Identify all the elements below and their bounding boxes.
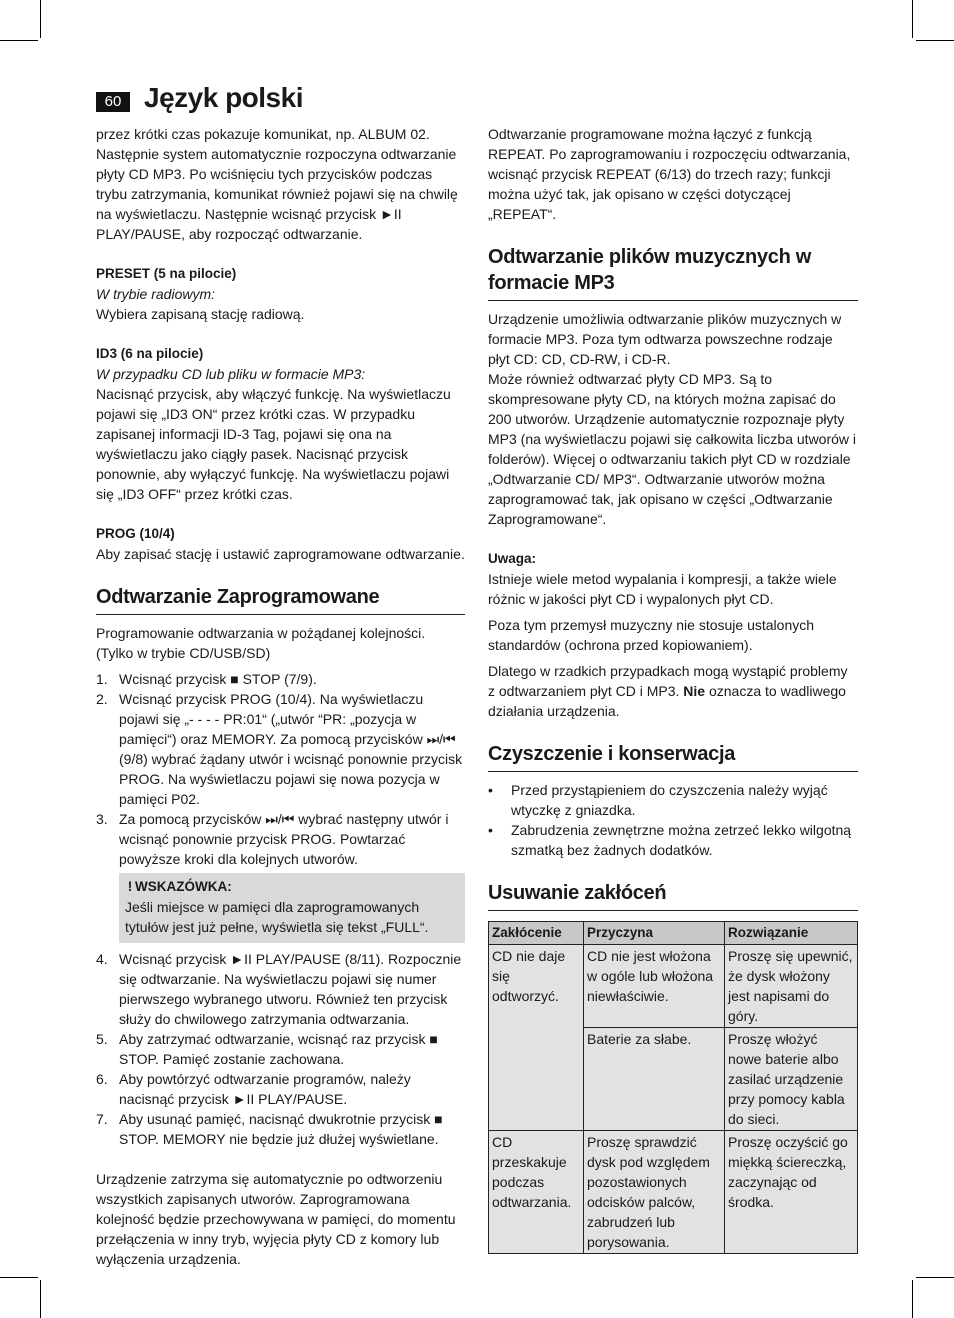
note-title: WSKAZÓWKA: bbox=[135, 879, 232, 894]
page-number: 60 bbox=[96, 92, 130, 112]
list-item bbox=[96, 689, 465, 809]
crop-mark bbox=[40, 0, 41, 38]
table-cell: Proszę sprawdzić dysk pod względem pozostawionych odcisków palców, zabrudzeń lub porysowania. bbox=[584, 1131, 725, 1254]
bullet-icon: • bbox=[488, 822, 493, 838]
prog-text: Aby zapisać stację i ustawić zaprogramowane odtwarzanie. bbox=[96, 546, 465, 562]
section-heading-cleaning: Czyszczenie i konserwacja bbox=[488, 741, 858, 772]
uwaga-paragraph-2: Poza tym przemysł muzyczny nie stosuje ustalonych standardów (ochrona przed kopiowaniem). bbox=[488, 617, 815, 653]
list-item bbox=[488, 820, 858, 860]
prog-heading: PROG (10/4) bbox=[96, 526, 175, 541]
closing-paragraph: Urządzenie zatrzyma się automatycznie po odtworzeniu wszystkich zapisanych utworów. Zaprogramowana kolejność będzie przechowywana w pamięci, do momentu przełączenia w inny tryb, wyjęcia płyty CD z komory lub wyłączenia urządzenia. bbox=[96, 1171, 456, 1267]
section-heading-mp3: Odtwarzanie plików muzycznych w formacie MP3 bbox=[488, 244, 858, 301]
section-intro: Programowanie odtwarzania w pożądanej kolejności. (Tylko w trybie CD/USB/SD) bbox=[96, 625, 426, 661]
uwaga-text-post: oznacza to wadliwego działania urządzenia. bbox=[488, 683, 846, 719]
preset-mode: W trybie radiowym: bbox=[96, 286, 216, 302]
right-column bbox=[488, 124, 858, 1254]
crop-mark bbox=[916, 1277, 954, 1278]
crop-mark bbox=[912, 0, 913, 38]
list-item bbox=[96, 669, 465, 689]
crop-mark bbox=[912, 1280, 913, 1318]
bullet-text: Zabrudzenia zewnętrzne można zetrzeć lekko wilgotną szmatką bez żadnych dodatków. bbox=[511, 822, 852, 858]
step-number: 4. bbox=[96, 951, 108, 967]
table-cell: Proszę się upewnić, że dysk włożony jest napisami do góry. bbox=[725, 945, 858, 1028]
step-number: 1. bbox=[96, 671, 108, 687]
id3-heading: ID3 (6 na pilocie) bbox=[96, 346, 204, 361]
note-text: Jeśli miejsce w pamięci dla zaprogramowanych tytułów jest już pełne, wyświetla się tekst „FULL“. bbox=[125, 899, 429, 935]
repeat-paragraph: Odtwarzanie programowane można łączyć z funkcją REPEAT. Po zaprogramowaniu i rozpoczęciu odtwarzania, wcisnąć przycisk REPEAT (6/13) do trzech razy; funkcji można użyć tak, jak opisano w części dotyczącej „REPEAT“. bbox=[488, 126, 851, 222]
troubleshooting-table bbox=[488, 921, 858, 1254]
table-cell: CD nie daje się odtworzyć. bbox=[489, 945, 584, 1131]
uwaga-paragraph-3 bbox=[488, 661, 858, 721]
uwaga-paragraph-1: Istnieje wiele metod wypalania i kompresji, a także wiele różnic w jakości płyt CD i wypalonych płyt CD. bbox=[488, 571, 837, 607]
list-item bbox=[96, 1109, 465, 1149]
note-box bbox=[119, 873, 465, 943]
step-text: Aby usunąć pamięć, nacisnąć dwukrotnie przycisk ■ STOP. MEMORY nie będzie już dłużej wyświetlane. bbox=[119, 1111, 443, 1147]
list-item bbox=[488, 780, 858, 820]
crop-mark bbox=[916, 40, 954, 41]
preset-heading: PRESET (5 na pilocie) bbox=[96, 266, 237, 281]
list-item bbox=[96, 949, 465, 1029]
column-header: Zakłócenie bbox=[489, 922, 584, 945]
step-number: 5. bbox=[96, 1031, 108, 1047]
id3-mode: W przypadku CD lub pliku w formacie MP3: bbox=[96, 366, 366, 382]
table-row bbox=[489, 945, 858, 1028]
table-row bbox=[489, 1131, 858, 1254]
step-text: Aby zatrzymać odtwarzanie, wcisnąć raz przycisk ■ STOP. Pamięć zostanie zachowana. bbox=[119, 1031, 438, 1067]
mp3-paragraph-2: Może również odtwarzać płyty CD MP3. Są to skompresowane płyty CD, na których można zapisać do 200 utworów. Urządzenie automatycznie rozpoznaje płyty MP3 (na wyświetlaczu pojawi się całkowita liczba utworów i folderów). Więcej o odtwarzaniu takich płyt CD w rozdziale „Odtwarzanie CD/ MP3“. Odtwarzanie utworów można zaprogramować tak, jak opisano w części „Odtwarzanie Zaprogramowane“. bbox=[488, 371, 857, 527]
list-item bbox=[96, 1069, 465, 1109]
step-text: Aby powtórzyć odtwarzanie programów, należy nacisnąć przycisk ►II PLAY/PAUSE. bbox=[119, 1071, 411, 1107]
list-item bbox=[96, 809, 465, 869]
exclamation-icon: ! bbox=[127, 879, 133, 894]
column-header: Rozwiązanie bbox=[725, 922, 858, 945]
step-text: Wcisnąć przycisk ■ STOP (7/9). bbox=[119, 671, 317, 687]
table-cell: CD przeskakuje podczas odtwarzania. bbox=[489, 1131, 584, 1254]
crop-mark bbox=[0, 40, 38, 41]
uwaga-text-bold: Nie bbox=[683, 683, 706, 699]
mp3-paragraph-1: Urządzenie umożliwia odtwarzanie plików muzycznych w formacie MP3. Poza tym odtwarza powszechne rodzaje płyt CD: CD, CD-RW, i CD-R. bbox=[488, 311, 842, 367]
step-text: Wcisnąć przycisk ►II PLAY/PAUSE (8/11). Rozpocznie się odtwarzanie. Na wyświetlaczu pojawi się numer pierwszego wybranego utworu. Również ten przycisk służy do chwilowego zatrzymania odtwarzania. bbox=[119, 951, 462, 1027]
step-number: 2. bbox=[96, 691, 108, 707]
step-text: Za pomocą przycisków ⏭/⏮ wybrać następny utwór i wcisnąć ponownie przycisk PROG. Powtarzać powyższe kroki dla kolejnych utworów. bbox=[119, 811, 449, 867]
preset-text: Wybiera zapisaną stację radiową. bbox=[96, 306, 305, 322]
table-cell: Proszę oczyścić go miękką ściereczką, zaczynając od środka. bbox=[725, 1131, 858, 1254]
table-cell: Proszę włożyć nowe baterie albo zasilać urządzenie przy pomocy kabla do sieci. bbox=[725, 1028, 858, 1131]
bullet-icon: • bbox=[488, 782, 493, 798]
cleaning-list bbox=[488, 780, 858, 860]
note-title-row bbox=[125, 877, 459, 897]
step-number: 7. bbox=[96, 1111, 108, 1127]
section-heading-troubleshooting: Usuwanie zakłóceń bbox=[488, 880, 858, 911]
steps-list-a bbox=[96, 669, 465, 869]
crop-mark bbox=[40, 1280, 41, 1318]
bullet-text: Przed przystąpieniem do czyszczenia należy wyjąć wtyczkę z gniazdka. bbox=[511, 782, 828, 818]
intro-paragraph: przez krótki czas pokazuje komunikat, np. ALBUM 02. Następnie system automatycznie rozpoczyna odtwarzanie płyty CD MP3. Po wciśnięciu tych przycisków podczas trybu zatrzymania, komunikat również pojawi się na chwilę na wyświetlaczu. Następnie wcisnąć przycisk ►II PLAY/PAUSE, aby rozpocząć odtwarzanie. bbox=[96, 126, 458, 242]
step-number: 6. bbox=[96, 1071, 108, 1087]
step-text: Wcisnąć przycisk PROG (10/4). Na wyświetlaczu pojawi się „- - - - PR:01“ („utwór “PR: „pozycja w pamięci“) oraz MEMORY. Za pomocą przycisków ⏭/⏮ (9/8) wybrać żądany utwór i wcisnąć ponownie przycisk PROG. Na wyświetlaczu pojawi się nowa pozycja w pamięci P02. bbox=[119, 691, 463, 807]
column-header: Przyczyna bbox=[584, 922, 725, 945]
section-heading-programmed: Odtwarzanie Zaprogramowane bbox=[96, 584, 465, 615]
table-cell: CD nie jest włożona w ogóle lub włożona niewłaściwie. bbox=[584, 945, 725, 1028]
table-cell: Baterie za słabe. bbox=[584, 1028, 725, 1131]
steps-list-b bbox=[96, 949, 465, 1149]
uwaga-text-pre: Dlatego w rzadkich przypadkach mogą wystąpić problemy z odtwarzaniem płyt CD i MP3. bbox=[488, 663, 848, 699]
table-header-row bbox=[489, 922, 858, 945]
id3-text: Nacisnąć przycisk, aby włączyć funkcję. Na wyświetlaczu pojawi się „ID3 ON“ przez krótki czas. W przypadku zapisanej informacji ID-3 Tag, pojawi się ona na wyświetlaczu jako ciągły pasek. Nacisnąć przycisk ponownie, aby wyłączyć funkcję. Na wyświetlaczu pojawi się „ID3 OFF“ przez krótki czas. bbox=[96, 386, 451, 502]
step-number: 3. bbox=[96, 811, 108, 827]
left-column bbox=[96, 124, 465, 1269]
page-title: Język polski bbox=[144, 82, 303, 113]
list-item bbox=[96, 1029, 465, 1069]
uwaga-heading: Uwaga: bbox=[488, 551, 537, 566]
crop-mark bbox=[0, 1277, 38, 1278]
